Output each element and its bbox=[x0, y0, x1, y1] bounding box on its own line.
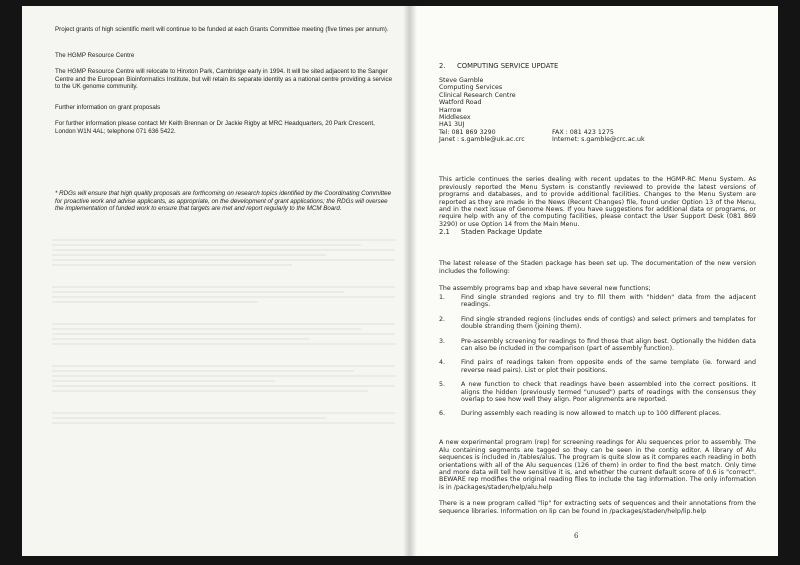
section-number: 2. bbox=[439, 62, 446, 70]
address-block bbox=[439, 77, 756, 144]
contact-paragraph: For further information please contact Mr Keith Brennan or Dr Jackie Rigby at MRC Headquarters, 20 Park Crescent, London W1N 4AL; telephone 071 636 5422. bbox=[55, 120, 375, 135]
subsection-heading bbox=[439, 229, 756, 236]
grant-info-heading: Further information on grant proposals bbox=[55, 104, 161, 112]
address-line: Steve Gamble bbox=[439, 77, 484, 84]
list-text: Find pairs of readings taken from opposite ends of the same template (ie. forward and reverse read pairs). List or plot their positions. bbox=[461, 359, 756, 374]
rep-paragraph: A new experimental program (rep) for screening readings for Alu sequences prior to assembly. The Alu containing segments are tagged so they can be seen in the contig editor. A library of Alu sequences is included in /tables/alus. The program is quite slow as it compares each reading in both orientations with all of the Alu sequences (126 of them) in order to find the best match. Only time and more data will tell how sensitive it is, and whether the current default score of 0.6 is "correct". BEWARE rep modifies the original reading files to include the tag information. The only information is in /packages/staden/help/alu.help bbox=[439, 439, 756, 491]
right-page bbox=[409, 6, 778, 556]
list-item bbox=[439, 359, 756, 374]
list-item bbox=[439, 294, 756, 309]
list-number: 5. bbox=[439, 381, 446, 389]
address-line: Computing Services bbox=[439, 84, 503, 92]
fax: FAX : 081 423 1275 bbox=[552, 128, 614, 136]
list-text: Find single stranded regions (includes ends of contigs) and select primers and templates for double stranding them (joining them). bbox=[461, 315, 756, 331]
list-item bbox=[439, 381, 756, 403]
janet-email: Janet : s.gamble@uk.ac.crc bbox=[439, 136, 525, 144]
function-list bbox=[439, 294, 756, 425]
subsection-title: Staden Package Update bbox=[461, 228, 543, 236]
intro-paragraph: This article continues the series dealing with recent updates to the HGMP-RC Menu System. As previously reported the Menu System is constantly reviewed to provide the latest versions of programs and databases, and to provide additional facilities. Changes to the Menu System are reported as they are made in the News (Recent Changes) file, found under Option 13 of the Menu, and in the next issue of Genome News. If you have suggestions for additional data or programs, or require help with any of the computing facilities, please contact the User Support Desk (081 869 3290) or use Option 14 from the Main Menu. bbox=[439, 176, 756, 228]
internet-email: Internet: s.gamble@crc.ac.uk bbox=[552, 136, 645, 144]
grants-paragraph: Project grants of high scientific merit will continue to be funded at each Grants Committee meeting (five times per annum). bbox=[55, 26, 389, 34]
address-line: Watford Road bbox=[439, 99, 482, 107]
bleed-through-lines bbox=[52, 236, 395, 427]
page-number: 6 bbox=[574, 532, 579, 540]
list-number: 2. bbox=[439, 315, 446, 323]
staden-intro: The latest release of the Staden package has been set up. The documentation of the new version includes the following: bbox=[439, 260, 756, 275]
rdg-footnote: * RDGs will ensure that high quality proposals are forthcoming on research topics identified by the Coordinating Committee for proactive work and advise applicants, as appropriate, on the development of grant applications; the RDGs will oversee the implementation of funded work to ensure that targets are met and report regularly to the MCM Board. bbox=[55, 190, 392, 213]
list-number: 6. bbox=[439, 410, 446, 418]
address-line: Harrow bbox=[439, 106, 462, 114]
list-text: Pre-assembly screening for readings to find those that align best. Optionally the hidden data can also be included in the comparison (part of assembly function). bbox=[461, 337, 756, 353]
address-line: HA1 3UJ bbox=[439, 121, 465, 129]
section-heading bbox=[439, 63, 756, 70]
list-text: During assembly each reading is now allowed to match up to 100 different places. bbox=[461, 410, 721, 418]
left-page bbox=[22, 6, 409, 556]
telephone: Tel: 081 869 3290 bbox=[439, 128, 496, 136]
list-number: 3. bbox=[439, 337, 446, 345]
subsection-number: 2.1 bbox=[439, 228, 450, 236]
list-item bbox=[439, 410, 756, 417]
hgmp-paragraph: The HGMP Resource Centre will relocate to Hinxton Park, Cambridge early in 1994. It will be sited adjacent to the Sanger Centre and the European Bioinformatics Institute, but will retain its separate identity as a national centre providing a service to the UK genome community. bbox=[55, 68, 393, 91]
address-line: Middlesex bbox=[439, 113, 471, 121]
lip-paragraph: There is a new program called "lip" for extracting sets of sequences and their annotations from the sequence libraries. Information on lip can be found in /packages/staden/help/lip.help bbox=[439, 500, 756, 515]
list-number: 1. bbox=[439, 294, 446, 301]
section-title: COMPUTING SERVICE UPDATE bbox=[457, 62, 559, 70]
list-item bbox=[439, 338, 756, 353]
email-row bbox=[439, 136, 756, 143]
address-line: Clinical Research Centre bbox=[439, 91, 516, 99]
list-text: A new function to check that readings have been assembled into the correct positions. It aligns the hidden (previously termed "unused") parts of readings with the consensus they overlap to see how well they align. Poor alignments are reported. bbox=[461, 381, 756, 404]
hgmp-heading: The HGMP Resource Centre bbox=[55, 52, 135, 60]
list-text: Find single stranded regions and try to fill them with "hidden" data from the adjacent readings. bbox=[461, 294, 756, 309]
assembly-intro: The assembly programs bap and xbap have several new functions; bbox=[439, 285, 651, 293]
list-number: 4. bbox=[439, 359, 446, 367]
list-item bbox=[439, 316, 756, 331]
